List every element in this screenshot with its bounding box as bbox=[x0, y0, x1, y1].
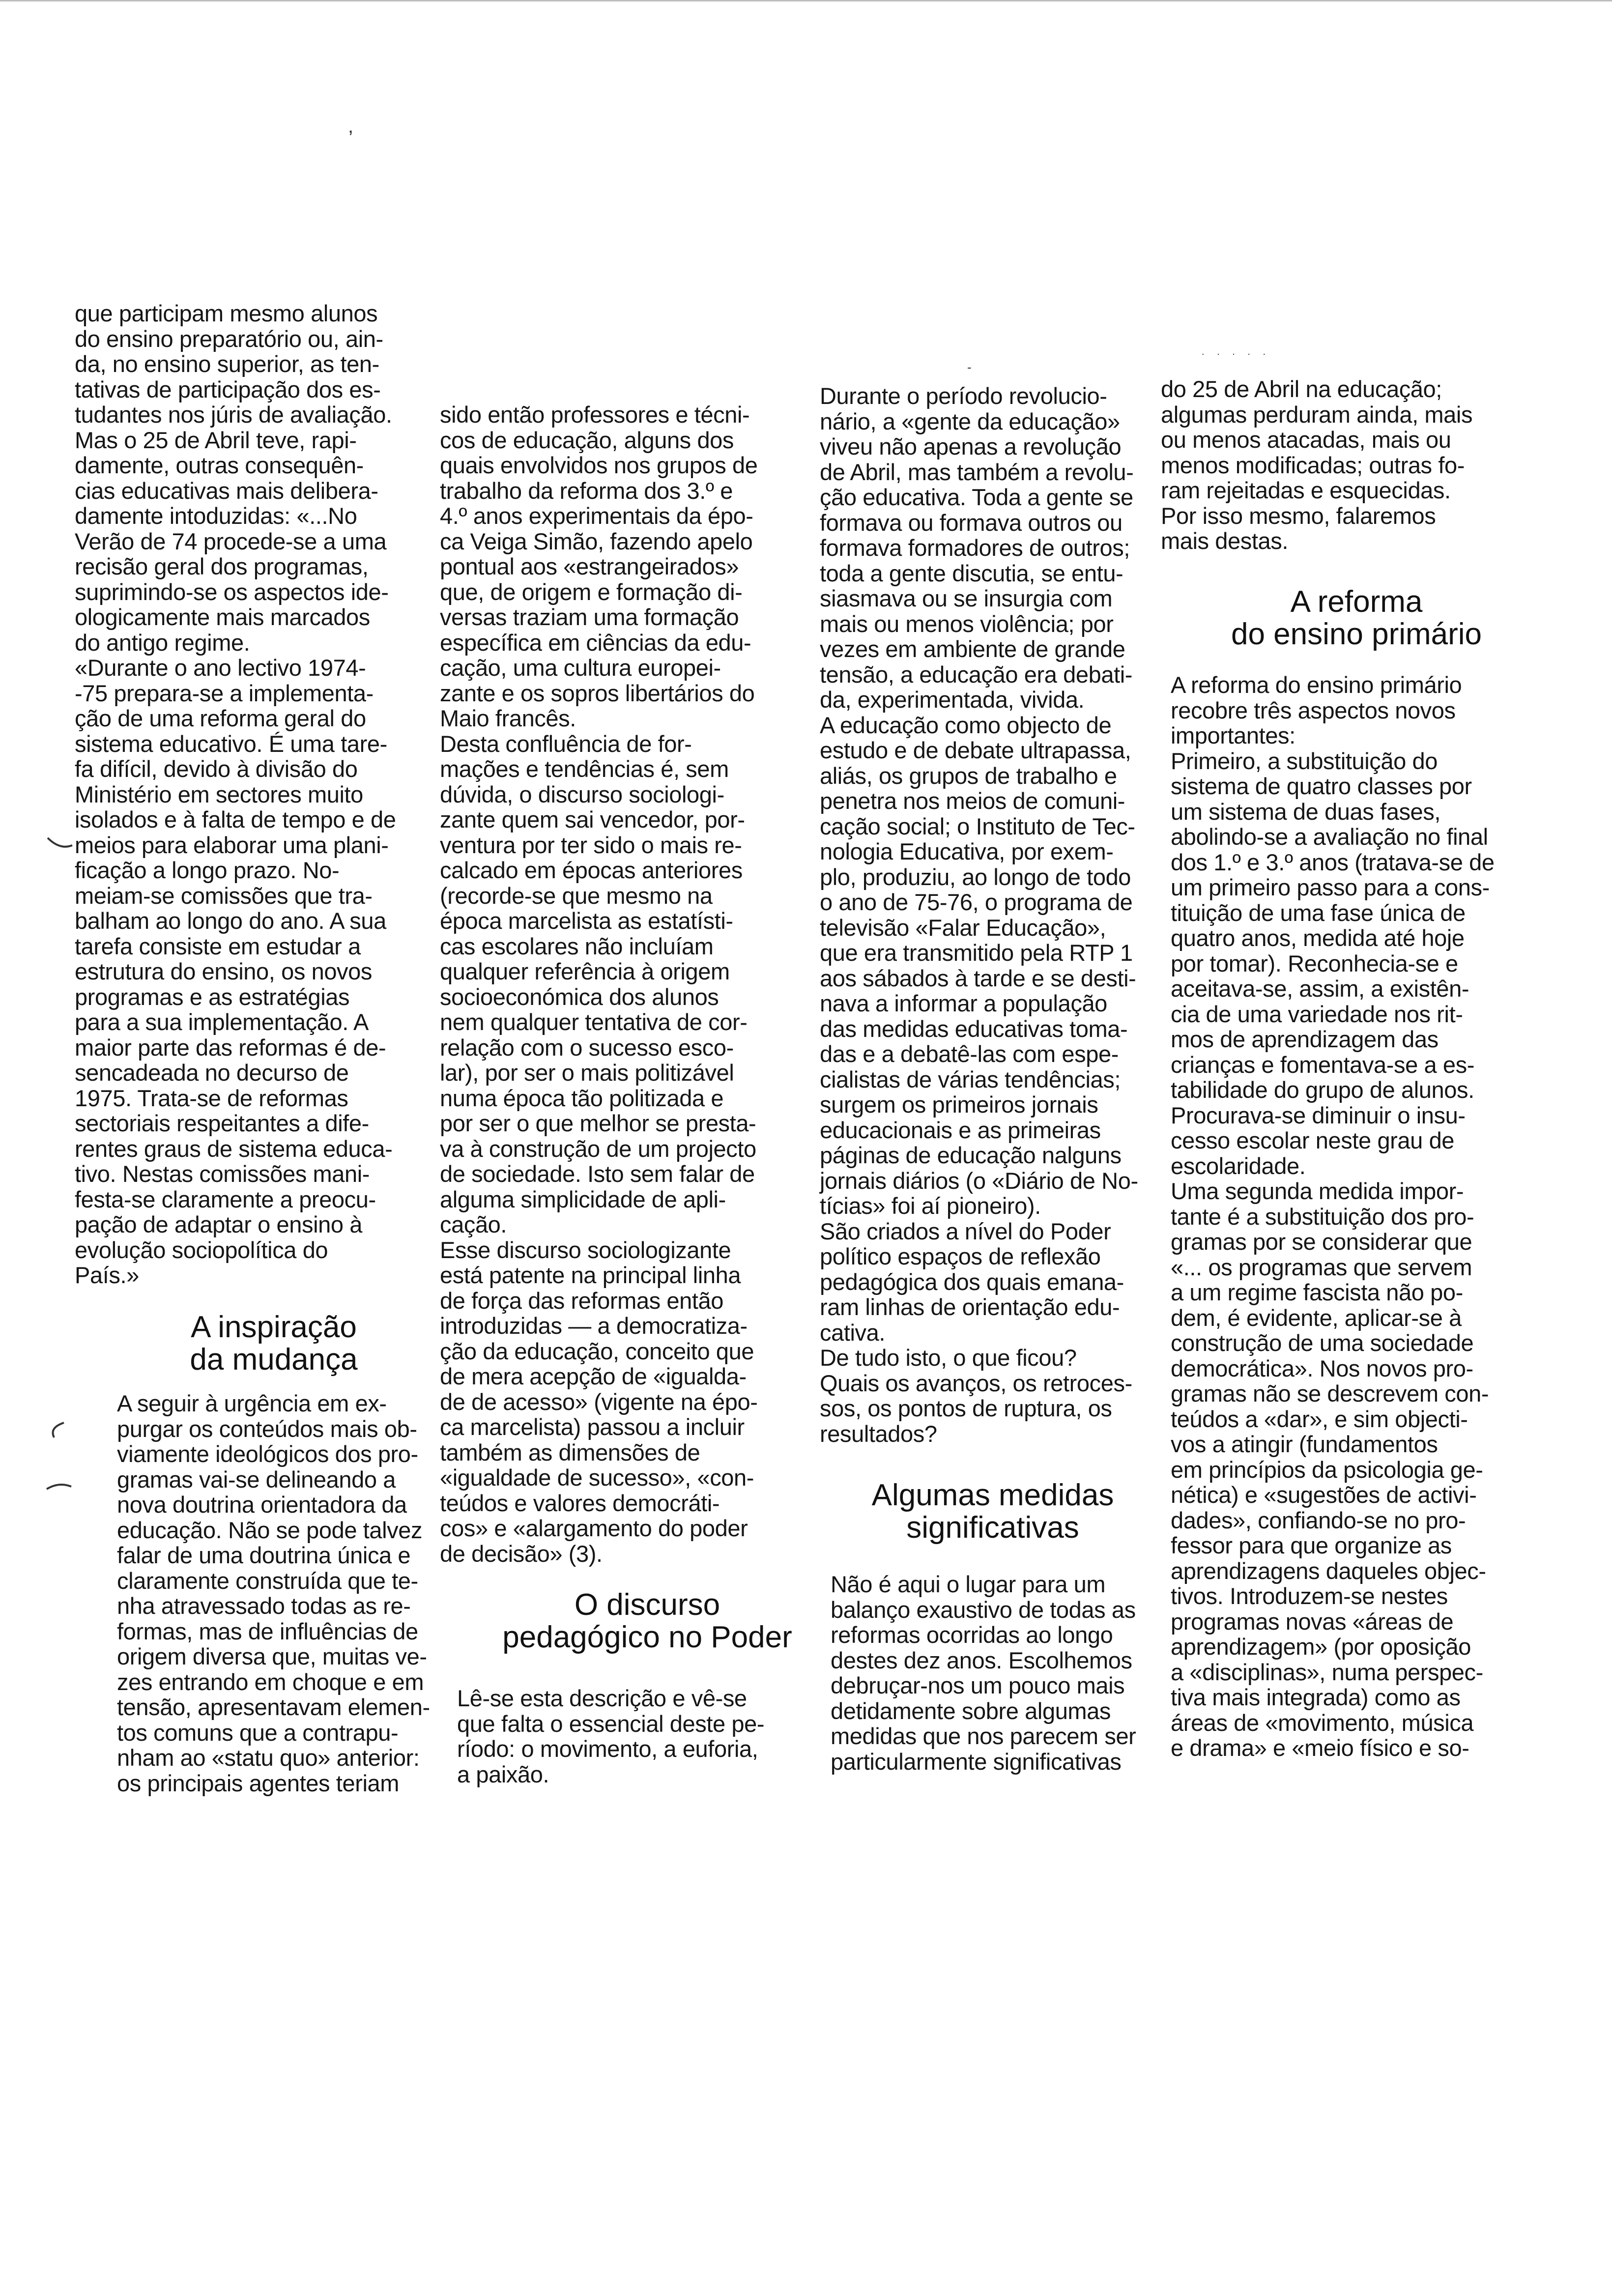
text-line: de de acesso» (vigente na épo- bbox=[440, 1388, 758, 1415]
text-line: tivo. Nestas comissões mani- bbox=[75, 1161, 370, 1187]
text-line: suprimindo-se os aspectos ide- bbox=[75, 578, 389, 605]
text-line: particularmente significativas bbox=[831, 1748, 1122, 1775]
text-line: um primeiro passo para a cons- bbox=[1171, 874, 1490, 900]
text-line: importantes: bbox=[1171, 722, 1295, 748]
text-line: fa difícil, devido à divisão do bbox=[75, 756, 358, 782]
text-line: falar de uma doutrina única e bbox=[117, 1542, 411, 1568]
text-line: alguma simplicidade de apli- bbox=[440, 1186, 726, 1212]
text-line: resultados? bbox=[820, 1420, 937, 1447]
text-line: menos modificadas; outras fo- bbox=[1161, 452, 1465, 478]
text-line: tensão, apresentavam elemen- bbox=[117, 1694, 430, 1720]
text-line: fessor para que organize as bbox=[1171, 1532, 1452, 1558]
text-line: ca Veiga Simão, fazendo apelo bbox=[440, 528, 753, 554]
text-line: ou menos atacadas, mais ou bbox=[1161, 427, 1451, 453]
text-line: zante e os sopros libertários do bbox=[440, 680, 755, 706]
text-line: recobre três aspectos novos bbox=[1171, 697, 1456, 723]
text-line: aprendizagens daqueles objec- bbox=[1171, 1557, 1486, 1584]
text-line: dades», confiando-se no pro- bbox=[1171, 1507, 1466, 1533]
text-line: época marcelista as estatísti- bbox=[440, 908, 733, 934]
text-line: da, experimentada, vivida. bbox=[820, 687, 1085, 713]
text-line: e drama» e «meio físico e so- bbox=[1171, 1735, 1469, 1761]
margin-bracket-mark bbox=[45, 835, 75, 855]
text-line: sistema de quatro classes por bbox=[1171, 773, 1472, 799]
text-line: democrática». Nos novos pro- bbox=[1171, 1355, 1473, 1381]
text-line: político espaços de reflexão bbox=[820, 1243, 1101, 1269]
text-line: cação social; o Instituto de Tec- bbox=[820, 813, 1135, 839]
text-line: plo, produziu, ao longo de todo bbox=[820, 863, 1131, 890]
text-line: pedagógica dos quais emana- bbox=[820, 1268, 1124, 1295]
text-line: De tudo isto, o que ficou? bbox=[820, 1345, 1077, 1371]
text-line: rentes graus de sistema educa- bbox=[75, 1135, 393, 1162]
text-line: de decisão» (3). bbox=[440, 1540, 603, 1567]
text-line: aos sábados à tarde e se desti- bbox=[820, 965, 1136, 991]
text-line: para a sua implementação. A bbox=[75, 1009, 369, 1035]
scan-speck: , bbox=[348, 115, 354, 137]
text-line: educação. Não se pode talvez bbox=[117, 1517, 423, 1543]
text-line: educacionais e as primeiras bbox=[820, 1117, 1101, 1143]
text-line: jornais diários (o «Diário de No- bbox=[820, 1167, 1138, 1194]
top-edge-rule bbox=[0, 0, 1612, 5]
heading-line: A inspiração bbox=[191, 1310, 357, 1344]
text-line: Mas o 25 de Abril teve, rapi- bbox=[75, 427, 357, 453]
text-line: numa época tão politizada e bbox=[440, 1085, 724, 1111]
text-line: cialistas de várias tendências; bbox=[820, 1066, 1121, 1092]
text-line: cativa. bbox=[820, 1319, 886, 1346]
text-line: Ministério em sectores muito bbox=[75, 781, 363, 807]
text-line: escolaridade. bbox=[1171, 1152, 1306, 1179]
text-line: «igualdade de sucesso», «con- bbox=[440, 1464, 754, 1491]
text-line: origem diversa que, muitas ve- bbox=[117, 1643, 427, 1669]
text-line: abolindo-se a avaliação no final bbox=[1171, 824, 1488, 850]
text-line: qualquer referência à origem bbox=[440, 958, 730, 984]
text-line: mais ou menos violência; por bbox=[820, 610, 1114, 637]
text-line: toda a gente discutia, se entu- bbox=[820, 560, 1123, 586]
text-line: os principais agentes teriam bbox=[117, 1770, 399, 1796]
text-line: cação, uma cultura europei- bbox=[440, 655, 721, 681]
text-line: específica em ciências da edu- bbox=[440, 629, 751, 656]
text-line: medidas que nos parecem ser bbox=[831, 1723, 1136, 1749]
text-line: 4.º anos experimentais da épo- bbox=[440, 503, 753, 529]
text-line: penetra nos meios de comuni- bbox=[820, 788, 1125, 814]
text-line: pação de adaptar o ensino à bbox=[75, 1211, 363, 1237]
text-line: tudantes nos júris de avaliação. bbox=[75, 402, 392, 428]
text-line: da, no ensino superior, as ten- bbox=[75, 351, 379, 377]
text-line: mos de aprendizagem das bbox=[1171, 1026, 1439, 1052]
text-line: nologia Educativa, por exem- bbox=[820, 838, 1114, 864]
text-line: 1975. Trata-se de reformas bbox=[75, 1085, 348, 1111]
text-line: de sociedade. Isto sem falar de bbox=[440, 1161, 755, 1187]
text-line: dos 1.º e 3.º anos (tratava-se de bbox=[1171, 849, 1495, 875]
margin-bracket-mark bbox=[44, 1420, 69, 1440]
text-line: socioeconómica dos alunos bbox=[440, 983, 719, 1010]
text-line: (recorde-se que mesmo na bbox=[440, 882, 713, 909]
text-line: reformas ocorridas ao longo bbox=[831, 1622, 1113, 1648]
text-line: das e a debatê-las com espe- bbox=[820, 1041, 1119, 1067]
text-line: evolução sociopolítica do bbox=[75, 1236, 328, 1263]
text-line: programas novas «áreas de bbox=[1171, 1608, 1454, 1635]
text-line: ríodo: o movimento, a euforia, bbox=[457, 1736, 758, 1762]
column-3-text-bottom bbox=[831, 1572, 1136, 1774]
text-line: Durante o período revolucio- bbox=[820, 383, 1107, 409]
text-line: ram linhas de orientação edu- bbox=[820, 1294, 1120, 1320]
text-line: Uma segunda medida impor- bbox=[1171, 1178, 1464, 1204]
text-line: tícias» foi aí pioneiro). bbox=[820, 1193, 1041, 1219]
text-line: ologicamente mais marcados bbox=[75, 604, 370, 630]
text-line: destes dez anos. Escolhemos bbox=[831, 1647, 1132, 1673]
text-line: detidamente sobre algumas bbox=[831, 1697, 1111, 1724]
text-line: dem, é evidente, aplicar-se à bbox=[1171, 1304, 1462, 1331]
text-line: aprendizagem» (por oposição bbox=[1171, 1634, 1471, 1660]
text-line: debruçar-nos um pouco mais bbox=[831, 1672, 1125, 1698]
text-line: crianças e fomentava-se a es- bbox=[1171, 1051, 1474, 1078]
text-line: áreas de «movimento, música bbox=[1171, 1709, 1474, 1736]
text-line: siasmava ou se insurgia com bbox=[820, 585, 1113, 611]
text-line: nava a informar a população bbox=[820, 990, 1107, 1016]
text-line: aceitava-se, assim, a existên- bbox=[1171, 976, 1469, 1002]
text-line: formava ou formava outros ou bbox=[820, 509, 1123, 536]
text-line: ram rejeitadas e esquecidas. bbox=[1161, 477, 1451, 503]
text-line: gramas não se descrevem con- bbox=[1171, 1380, 1489, 1406]
text-line: Primeiro, a substituição do bbox=[1171, 747, 1438, 774]
scan-speck: - bbox=[967, 360, 972, 374]
text-line: meiam-se comissões que tra- bbox=[75, 882, 373, 909]
text-line: dúvida, o discurso sociologi- bbox=[440, 781, 724, 807]
text-line: lar), por ser o mais politizável bbox=[440, 1060, 734, 1086]
margin-bracket-mark bbox=[44, 1479, 74, 1494]
column-2-text-bottom bbox=[457, 1686, 764, 1787]
text-line: estrutura do ensino, os novos bbox=[75, 958, 372, 984]
text-line: introduzidas — a democratiza- bbox=[440, 1313, 748, 1339]
text-line: teúdos e valores democráti- bbox=[440, 1490, 720, 1516]
text-line: purgar os conteúdos mais ob- bbox=[117, 1415, 417, 1442]
heading-line: Algumas medidas bbox=[871, 1478, 1114, 1512]
column-3-text-top bbox=[820, 383, 1138, 1446]
text-line: «... os programas que servem bbox=[1171, 1254, 1472, 1280]
text-line: zante quem sai vencedor, por- bbox=[440, 806, 745, 832]
text-line: Lê-se esta descrição e vê-se bbox=[457, 1685, 747, 1711]
text-line: balham ao longo do ano. A sua bbox=[75, 908, 386, 934]
heading-a-inspiracao-da-mudanca bbox=[129, 1311, 419, 1376]
text-line: Por isso mesmo, falaremos bbox=[1161, 502, 1436, 529]
text-line: nem qualquer tentativa de cor- bbox=[440, 1009, 748, 1035]
text-line: Não é aqui o lugar para um bbox=[831, 1571, 1106, 1597]
text-line: em princípios da psicologia ge- bbox=[1171, 1456, 1483, 1483]
text-line: recisão geral dos programas, bbox=[75, 553, 369, 579]
text-line: maior parte das reformas é de- bbox=[75, 1034, 386, 1061]
text-line: festa-se claramente a preocu- bbox=[75, 1186, 376, 1212]
text-line: algumas perduram ainda, mais bbox=[1161, 401, 1473, 428]
text-line: sectoriais respeitantes a dife- bbox=[75, 1110, 369, 1136]
text-line: quatro anos, medida até hoje bbox=[1171, 925, 1465, 951]
heading-line: O discurso bbox=[574, 1588, 720, 1622]
heading-algumas-medidas-significativas bbox=[845, 1479, 1140, 1544]
text-line: cos» e «alargamento do poder bbox=[440, 1515, 748, 1541]
text-line: programas e as estratégias bbox=[75, 983, 350, 1010]
text-line: ventura por ter sido o mais re- bbox=[440, 832, 742, 858]
text-line: surgem os primeiros jornais bbox=[820, 1091, 1098, 1118]
column-1-text-bottom bbox=[117, 1391, 430, 1796]
text-line: cas escolares não incluíam bbox=[440, 933, 714, 959]
text-line: por tomar). Reconhecia-se e bbox=[1171, 950, 1458, 976]
text-line: Maio francês. bbox=[440, 705, 576, 731]
text-line: gramas por se considerar que bbox=[1171, 1229, 1472, 1255]
text-line: do ensino preparatório ou, ain- bbox=[75, 325, 383, 352]
text-line: viveu não apenas a revolução bbox=[820, 433, 1122, 459]
text-line: estudo e de debate ultrapassa, bbox=[820, 737, 1131, 763]
heading-line: do ensino primário bbox=[1231, 617, 1482, 651]
text-line: tos comuns que a contrapu- bbox=[117, 1719, 399, 1746]
text-line: versas traziam uma formação bbox=[440, 604, 739, 630]
text-line: tativas de participação dos es- bbox=[75, 376, 381, 402]
text-line: aliás, os grupos de trabalho e bbox=[820, 762, 1117, 789]
text-line: cesso escolar neste grau de bbox=[1171, 1127, 1455, 1153]
heading-a-reforma-do-ensino-primario bbox=[1180, 586, 1533, 651]
text-line: ção educativa. Toda a gente se bbox=[820, 484, 1133, 510]
text-line: páginas de educação nalguns bbox=[820, 1142, 1122, 1168]
text-line: nova doutrina orientadora da bbox=[117, 1492, 407, 1518]
text-line: cia de uma variedade nos rit- bbox=[1171, 1001, 1463, 1027]
heading-o-discurso-pedagogico-no-poder bbox=[478, 1589, 817, 1654]
text-line: mais destas. bbox=[1161, 528, 1289, 554]
text-line: está patente na principal linha bbox=[440, 1262, 741, 1288]
text-line: por ser o que melhor se presta- bbox=[440, 1110, 756, 1136]
text-line: quais envolvidos nos grupos de bbox=[440, 452, 758, 478]
text-line: A seguir à urgência em ex- bbox=[117, 1390, 387, 1416]
text-line: cos de educação, alguns dos bbox=[440, 427, 734, 453]
text-line: São criados a nível do Poder bbox=[820, 1218, 1111, 1244]
text-line: teúdos a «dar», e sim objecti- bbox=[1171, 1406, 1468, 1432]
text-line: isolados e à falta de tempo e de bbox=[75, 806, 396, 832]
text-line: vos a atingir (fundamentos bbox=[1171, 1431, 1438, 1457]
text-line: das medidas educativas toma- bbox=[820, 1015, 1128, 1042]
text-line: construção de uma sociedade bbox=[1171, 1330, 1474, 1356]
text-line: do 25 de Abril na educação; bbox=[1161, 376, 1442, 402]
text-line: sido então professores e técni- bbox=[440, 402, 750, 428]
text-line: televisão «Falar Educação», bbox=[820, 914, 1106, 941]
text-line: sencadeada no decurso de bbox=[75, 1060, 349, 1086]
text-line: um sistema de duas fases, bbox=[1171, 798, 1441, 825]
text-line: Verão de 74 procede-se a uma bbox=[75, 528, 387, 554]
text-line: que participam mesmo alunos bbox=[75, 300, 378, 326]
heading-line: da mudança bbox=[190, 1343, 358, 1377]
text-line: que era transmitido pela RTP 1 bbox=[820, 940, 1133, 966]
text-line: de mera acepção de «igualda- bbox=[440, 1363, 747, 1389]
heading-line: pedagógico no Poder bbox=[502, 1620, 792, 1654]
text-line: nham ao «statu quo» anterior: bbox=[117, 1745, 420, 1771]
text-line: mações e tendências é, sem bbox=[440, 756, 729, 782]
text-line: -75 prepara-se a implementa- bbox=[75, 680, 374, 706]
text-line: tante é a substituição dos pro- bbox=[1171, 1203, 1474, 1230]
text-line: nética) e «sugestões de activi- bbox=[1171, 1482, 1477, 1508]
text-line: sos, os pontos de ruptura, os bbox=[820, 1395, 1112, 1421]
text-line: vezes em ambiente de grande bbox=[820, 636, 1125, 662]
heading-line: A reforma bbox=[1290, 585, 1423, 619]
text-line: «Durante o ano lectivo 1974- bbox=[75, 655, 366, 681]
column-1-text-top bbox=[75, 301, 396, 1288]
text-line: pontual aos «estrangeirados» bbox=[440, 553, 739, 579]
text-line: de Abril, mas também a revolu- bbox=[820, 459, 1134, 485]
text-line: Quais os avanços, os retroces- bbox=[820, 1370, 1132, 1396]
text-line: tiva mais integrada) como as bbox=[1171, 1684, 1461, 1710]
text-line: trabalho da reforma dos 3.º e bbox=[440, 477, 733, 504]
text-line: balanço exaustivo de todas as bbox=[831, 1596, 1136, 1623]
text-line: que falta o essencial deste pe- bbox=[457, 1710, 765, 1737]
text-line: tituição de uma fase única de bbox=[1171, 899, 1466, 926]
text-line: formava formadores de outros; bbox=[820, 535, 1130, 561]
column-4-text-bottom bbox=[1171, 672, 1495, 1761]
column-4-text-top bbox=[1161, 376, 1472, 554]
text-line: cação. bbox=[440, 1211, 507, 1237]
text-line: de força das reformas então bbox=[440, 1287, 724, 1314]
text-line: ca marcelista) passou a incluir bbox=[440, 1414, 745, 1440]
text-line: sistema educativo. É uma tare- bbox=[75, 730, 387, 757]
text-line: relação com o sucesso esco- bbox=[440, 1034, 734, 1061]
text-line: também as dimensões de bbox=[440, 1439, 700, 1465]
text-line: Desta confluência de for- bbox=[440, 730, 692, 757]
column-2-text-top bbox=[440, 402, 757, 1566]
text-line: País.» bbox=[75, 1262, 139, 1288]
text-line: gramas vai-se delineando a bbox=[117, 1466, 396, 1492]
text-line: do antigo regime. bbox=[75, 629, 250, 656]
text-line: cias educativas mais delibera- bbox=[75, 477, 378, 504]
text-line: claramente construída que te- bbox=[117, 1567, 418, 1594]
text-line: Esse discurso sociologizante bbox=[440, 1236, 731, 1263]
text-line: que, de origem e formação di- bbox=[440, 578, 743, 605]
text-line: viamente ideológicos dos pro- bbox=[117, 1441, 418, 1467]
text-line: A reforma do ensino primário bbox=[1171, 672, 1462, 698]
text-line: ficação a longo prazo. No- bbox=[75, 857, 340, 883]
text-line: zes entrando em choque e em bbox=[117, 1668, 424, 1695]
text-line: tarefa consiste em estudar a bbox=[75, 933, 361, 959]
text-line: A educação como objecto de bbox=[820, 712, 1112, 738]
text-line: nário, a «gente da educação» bbox=[820, 408, 1120, 434]
text-line: o ano de 75-76, o programa de bbox=[820, 889, 1133, 915]
text-line: damente intoduzidas: «...No bbox=[75, 503, 357, 529]
text-line: ção da educação, conceito que bbox=[440, 1338, 754, 1364]
text-line: calcado em épocas anteriores bbox=[440, 857, 743, 883]
text-line: nha atravessado todas as re- bbox=[117, 1593, 411, 1619]
scan-speck: . . . . . bbox=[1202, 346, 1271, 357]
heading-line: significativas bbox=[906, 1511, 1079, 1545]
text-line: meios para elaborar uma plani- bbox=[75, 832, 389, 858]
text-line: tabilidade do grupo de alunos. bbox=[1171, 1077, 1474, 1103]
text-line: a um regime fascista não po- bbox=[1171, 1279, 1463, 1305]
text-line: va à construção de um projecto bbox=[440, 1135, 756, 1162]
text-line: formas, mas de influências de bbox=[117, 1618, 418, 1644]
text-line: Procurava-se diminuir o insu- bbox=[1171, 1102, 1466, 1128]
text-line: a paixão. bbox=[457, 1761, 549, 1787]
text-line: tensão, a educação era debati- bbox=[820, 661, 1133, 688]
text-line: ção de uma reforma geral do bbox=[75, 705, 366, 731]
text-line: tivos. Introduzem-se nestes bbox=[1171, 1583, 1448, 1609]
text-line: a «disciplinas», numa perspec- bbox=[1171, 1659, 1483, 1685]
text-line: damente, outras consequên- bbox=[75, 452, 364, 478]
